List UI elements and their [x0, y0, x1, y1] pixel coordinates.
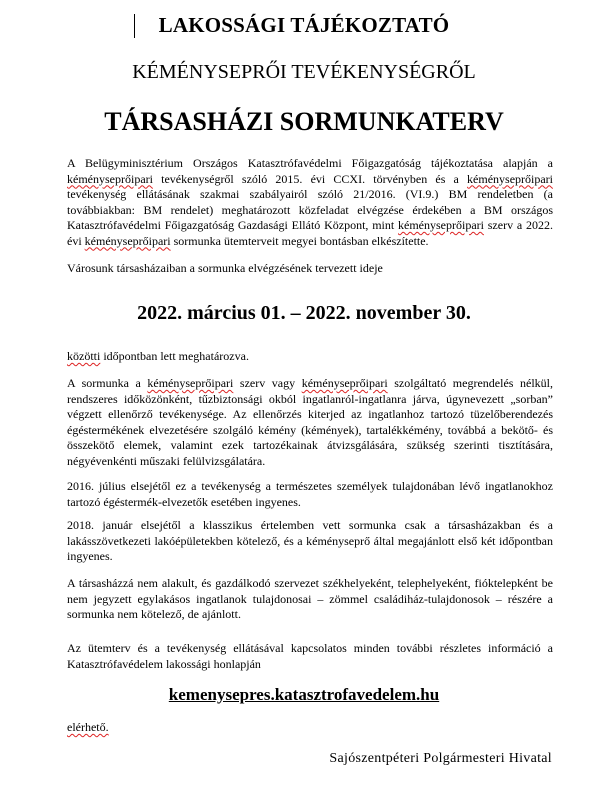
spellcheck-word: kéményseprőipari [147, 376, 234, 390]
paragraph-not-mandatory: A társasházzá nem alakult, és gazdálkodó szervezet székhelyeként, telephelyeként, fióktelepként be nem jegyzett egylakásos ingatlanok tulajdonosai – zömmel családiház-tulajdonosok – részére a sormunka nem kötelező, de ajánlott. [67, 576, 553, 621]
paragraph-planned-time: Városunk társasházaiban a sormunka elvégzésének tervezett ideje [67, 261, 383, 275]
date-range: 2022. március 01. – 2022. november 30. [137, 302, 471, 324]
title-tarsashazi-sormunkaterv: TÁRSASHÁZI SORMUNKATERV [104, 107, 504, 136]
paragraph-more-info: Az ütemterv és a tevékenység ellátásával kapcsolatos minden további részletes információ a Katasztrófavédelem lakossági honlapján [67, 641, 553, 671]
spellcheck-word: kéményseprőipari [398, 218, 484, 232]
spellcheck-word: kéményseprőipari [84, 233, 171, 248]
title-lakossagi-tajekoztato: LAKOSSÁGI TÁJÉKOZTATÓ [158, 13, 450, 37]
spellcheck-word: kéményseprőipari [67, 171, 153, 186]
paragraph-determined: közötti időpontban lett meghatározva. [67, 349, 249, 363]
title-kemenysepro-tevekenyseg: KÉMÉNYSEPRŐI TEVÉKENYSÉGRŐL [132, 61, 476, 83]
website-link[interactable]: kemenysepres.katasztrofavedelem.hu [168, 685, 440, 704]
paragraph-sormunka-definition: A sormunka a kéményseprőipari szerv vagy kéményseprőipari szolgáltató megrendelés nélkül, rendszeres időközönként, tűzbiztonsági okból ingatlanról-ingatlanra járva, úgynevezett „sorban” végzett ellenőrző tevékenysége. Az ellenőrzés kiterjed az ingatlanhoz tartozó tüzelőberendezés égéstermékének elvezetésére szolgáló kémény (kémények), tartalékkémény, továbbá a bekötő- és összekötő elemek, valamint ezek tartozékainak átvizsgálására, szükség szerinti tisztítására, négyévenkénti műszaki felülvizsgálatára. [67, 376, 553, 468]
signature-office: Sajószentpéteri Polgármesteri Hivatal [329, 751, 552, 766]
spellcheck-word: elérhető. [67, 720, 109, 734]
spellcheck-word: kéményseprőipari [467, 171, 553, 186]
paragraph-available [67, 720, 553, 736]
paragraph-intro: A Belügyminisztérium Országos Katasztrófavédelmi Főigazgatóság tájékoztatása alapján a kéményseprőipari tevékenységről szóló 2015. évi CCXI. törvényben és a kéményseprőipari tevékenység ellátásának szakmai szabályairól szóló 21/2016. (VI.9.) BM rendeletben (a továbbiakban: BM rendelet) meghatározott közfeladat elvégzése érdekében a BM országos Katasztrófavédelmi Főigazgatóság Gazdasági Ellátó Központ, mint kéményseprőipari szerv a 2022. évi kéményseprőipari sormunka ütemterveit megyei bontásban elkészítette. [67, 156, 553, 248]
paragraph-2018-mandatory: 2018. január elsejétől a klasszikus értelemben vett sormunka csak a társasházakban és a lakásszövetkezeti lakóépületekben kötelező, és a kéményseprő által megajánlott első két időpontban ingyenes. [67, 518, 553, 563]
spellcheck-word: közötti [67, 349, 101, 363]
paragraph-2016-free: 2016. július elsejétől ez a tevékenység a természetes személyek tulajdonában lévő ingatlanokhoz tartozó égéstermék-elvezetők esetében ingyenes. [67, 479, 553, 509]
spellcheck-word: kéményseprőipari [301, 376, 388, 390]
